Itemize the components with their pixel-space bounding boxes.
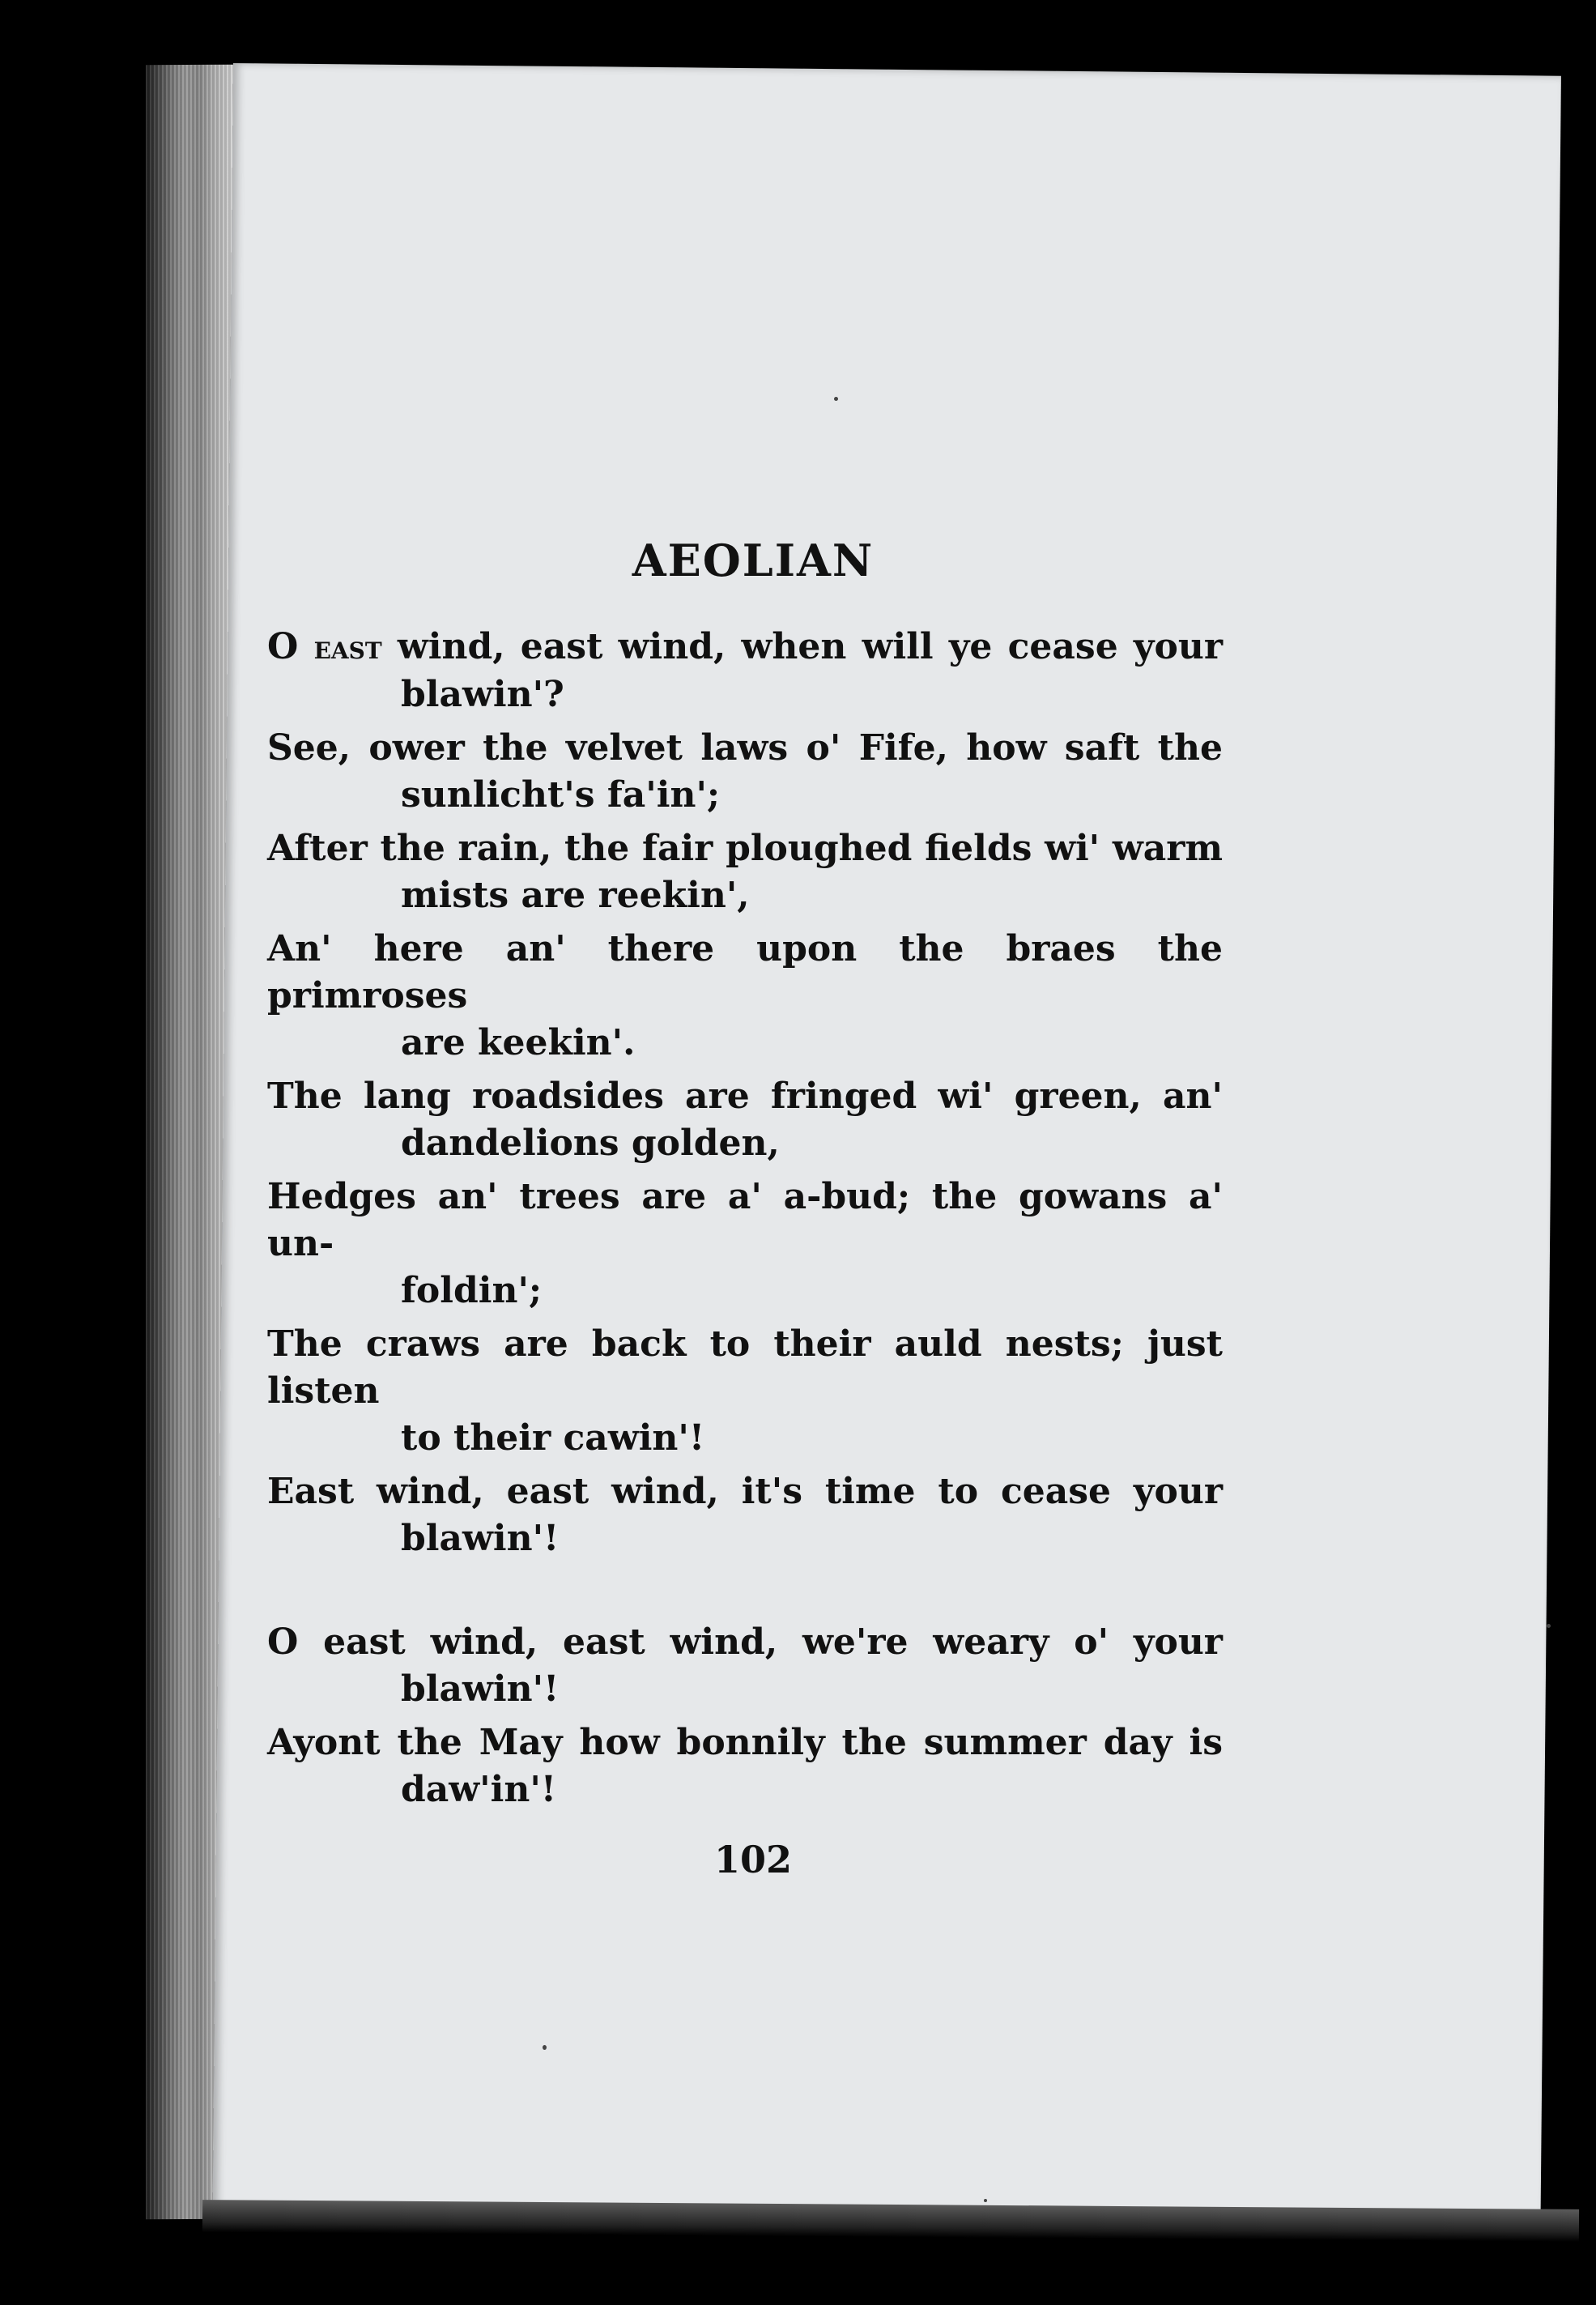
poem-line: East wind, east wind, it's time to cease your	[267, 1471, 1223, 1512]
poem-line: After the rain, the fair ploughed fields wi' warm	[267, 828, 1223, 869]
poem-line: Hedges an' trees are a' a-bud; the gowans a' un-	[267, 1176, 1223, 1264]
line-text: wind, east wind, when will ye cease your	[381, 626, 1223, 667]
poem-line-continuation: blawin'?	[401, 674, 564, 715]
poem-line: The craws are back to their auld nests; just listen	[267, 1323, 1223, 1412]
poem-line-continuation: sunlicht's fa'in';	[401, 774, 721, 816]
poem-line: O east wind, east wind, we're weary o' your	[267, 1621, 1223, 1663]
poem-line-continuation: dandelions golden,	[401, 1123, 780, 1164]
stanza-2	[267, 1619, 1223, 1813]
stanza-1	[267, 624, 1223, 1562]
poem-text-block	[267, 535, 1223, 1881]
dust-speck	[984, 2199, 987, 2202]
poem-line-continuation: mists are reekin',	[401, 875, 750, 916]
poem-line	[267, 624, 1223, 671]
line-smallcaps: east	[313, 628, 382, 667]
poem-line: The lang roadsides are fringed wi' green, an'	[267, 1076, 1223, 1117]
poem-line-continuation: daw'in'!	[401, 1769, 557, 1810]
poem-title: AEOLIAN	[632, 535, 875, 586]
line-lead: O	[267, 626, 314, 667]
dust-speck	[543, 2045, 547, 2050]
page-number: 102	[713, 1838, 793, 1881]
poem-line-continuation: foldin';	[401, 1270, 543, 1311]
dust-speck	[1547, 1624, 1551, 1628]
poem-line-continuation: blawin'!	[401, 1518, 560, 1559]
dust-speck	[834, 397, 838, 401]
poem-line: An' here an' there upon the braes the primroses	[267, 928, 1223, 1016]
poem-line: See, ower the velvet laws o' Fife, how saft the	[267, 727, 1223, 769]
poem-line-continuation: are keekin'.	[401, 1022, 636, 1063]
poem-line-continuation: to their cawin'!	[401, 1417, 705, 1459]
poem-line-continuation: blawin'!	[401, 1668, 560, 1710]
poem-line: Ayont the May how bonnily the summer day is	[267, 1722, 1223, 1763]
